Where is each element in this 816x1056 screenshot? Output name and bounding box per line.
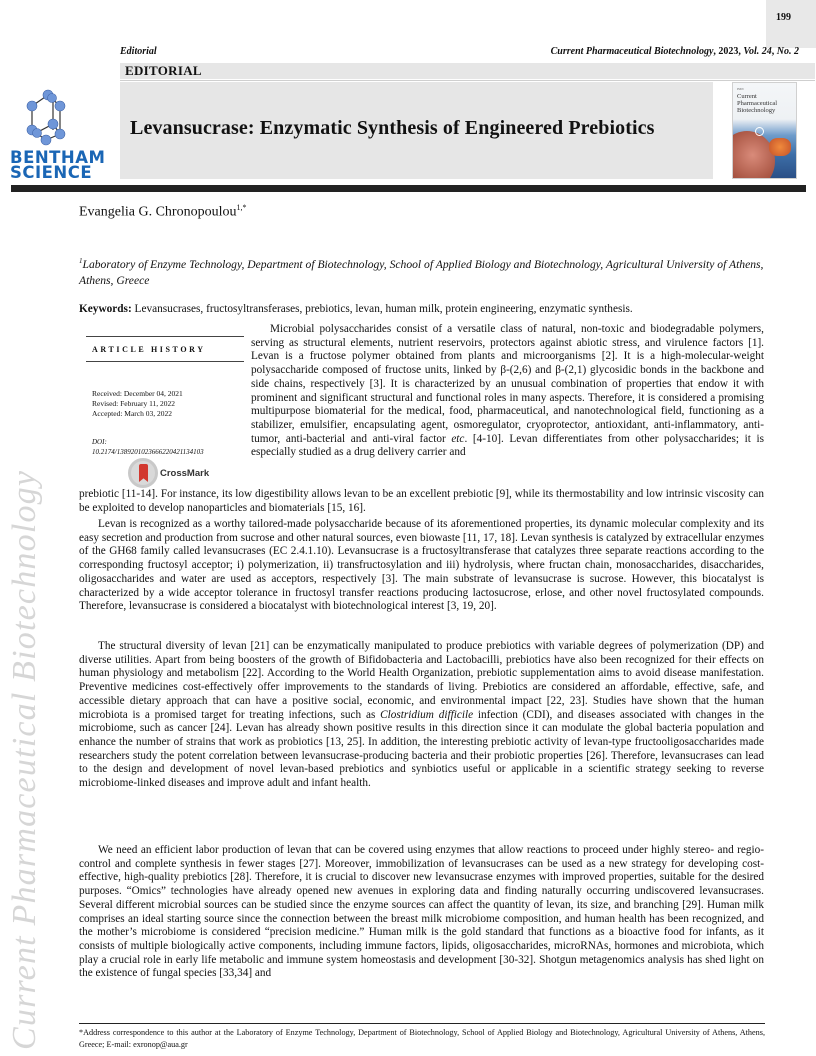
section-divider [120,80,815,81]
author [79,203,246,221]
author-affiliation-marker: 1,* [236,203,247,212]
cover-seal-icon [755,127,764,136]
paragraph-3 [79,640,764,791]
doi-block [86,437,244,457]
doi-label: DOI: [92,438,107,446]
paragraph-3-text-a: The structural diversity of levan [21] can be enzymatically manipulated to produce prebiotics with variable degrees of polymerization (DP) and diverse utilities. Apart from being boosters of the growth of Bifidobacteria and Lactobacilli, prebiotics have also been recognized for their effects on human physiology and metabolism [22]. According to the World Health Organization, prebiotic supplementation aims to avoid disease manifestation. Preventive medicines cost-effectively offer improvements to the standards of living. Prebiotics are considered an affordable, effective, safe, and accessible dietary approach that can have a positive social, economic, and environmental impact [22, 23]. Studies have shown that the human microbiota is a promised target for treating infections, such as [79,640,764,721]
logo-line-2: SCIENCE [10,163,93,182]
journal-issue: No. 2 [776,46,799,57]
cover-title: Current Pharmaceutical Biotechnology [737,93,778,114]
molecule-cube-icon [8,82,116,152]
accepted-date: Accepted: March 03, 2022 [92,409,172,418]
section-label: EDITORIAL [125,63,202,78]
paragraph-1-text-b: . [4-10]. Levan differentiates from other polysaccharides; it is especially studied as a drug delivery carrier and [251,432,764,459]
paragraph-4: We need an efficient labor production of levan that can be covered using enzymes that allow reactions to proceed under highly stereo- and regio-control and complete synthesis in fewer stages [27]. Moreover, immobilization of levansucrases can be used as a new strategy for developing cost-effective, high-quality prebiotics [28]. Therefore, it is crucial to discover new levansucrase enzymes with improved properties, suitable for the desired purposes. “Omics” technologies have already opened new avenues in exploring data and finding naturally occurring undiscovered levansucrases. Several different microbial sources can be studied since the enzyme sources can affect the quantity of levan, its size, and branching [29]. Human milk comprises an ideal starting source since the connection between the breast milk microbiome composition, and human health has been recognized, and the mother’s microbiome is considered “precision medicine.” Human milk is the gold standard that functions as a bioactive food for infants, as it consists of multiple biologically active components, including immune factors, lipids, oligosaccharides, microRNAs, hormones and microbiota, which play a crucial role in early life metabolic and immune system homeostasis and development [30-32]. Shotgun metagenomics analysis has shed light on the existence of fungal species [33,34] and [79,844,764,980]
species-name: Clostridium difficile [380,708,474,721]
keywords [79,303,633,315]
paragraph-1-etc: etc [451,432,465,445]
crossmark-button[interactable] [128,458,209,488]
running-head-section: Editorial [120,46,157,57]
affiliation-marker: 1 [79,257,83,265]
affiliation [79,253,769,289]
header-rule [11,185,806,192]
cover-protein-graphic [769,138,791,156]
history-heading: ARTICLE HISTORY [92,345,206,354]
article-history [86,336,244,479]
paragraph-1 [251,323,764,460]
revised-date: Revised: February 11, 2022 [92,399,176,408]
paragraph-1-continued: prebiotic [11-14]. For instance, its low digestibility allows levan to be an excellent prebiotic [9], while its thermostability and low intrinsic viscosity can be exploited to develop nanoparticles and biomaterials [15, 16]. [79,488,764,514]
history-dates [86,389,244,419]
footnote-rule [79,1023,765,1024]
received-date: Received: December 04, 2021 [92,389,183,398]
article-title: Levansucrase: Enzymatic Synthesis of Engineered Prebiotics [130,117,655,139]
doi-link[interactable]: 10.2174/1389201023666220421134103 [92,448,204,456]
publisher-logo-text [10,150,115,180]
page-number-box [766,0,816,48]
correspondence-footnote: *Address correspondence to this author at the Laboratory of Enzyme Technology, Department of Biotechnology, School of Applied Biology and Biotechnology, Agricultural University of Athens, Athens, Greece; E-mail: exronop@aua.gr [79,1028,765,1049]
crossmark-icon [128,458,158,488]
journal-volume: Vol. 24 [743,46,772,57]
paragraph-3-text-b: infection (CDI), and diseases associated with changes in the microbiome, such as cancer [24]. Levan has already shown positive results in this direction since it can modulate the global bacteria population and enhance the number of strains that work as probiotics [13, 25]. In addition, the interesting prebiotic activity of levan-type fructooligosaccharides made researchers study the potent correlation between levansucrase-producing bacteria and their probiotic properties [26]. Therefore, levansucrases can lead to the design and development of novel levan-based prebiotics and synbiotics useful or applicable in a scientific strategy seeking to reverse microbiome-linked diseases and improve adult and infant health. [79,708,764,790]
affiliation-text: Laboratory of Enzyme Technology, Department of Biotechnology, School of Applied Biology and Biotechnology, Agricultural University of Athens, Athens, Greece [79,257,764,287]
paragraph-2: Levan is recognized as a worthy tailored-made polysaccharide because of its aforementioned properties, its dynamic molecular complexity and its easy secretion and production from sucrose and other natural sources, even biowaste [11, 17, 18]. Levan synthesis is catalyzed by extracellular enzymes of the GH68 family called levansucrases (EC 2.4.1.10). Levansucrase is a fructosyltransferase that catalyzes three separate reactions according to the corresponding fructosyl acceptor; i) polymerization, ii) transfructosylation and iii) hydrolysis, where fructan chain, monosaccharides, disaccharides, oligosaccharides and water are used as acceptors, respectively [3]. The main substrate of levansucrase is sucrose. However, this biocatalyst is characterized by a wide acceptor tolerance in fructosyl transfer reactions producing lactosucrose, erlose, and other novel fructosylated compounds. Therefore, levansucrase is considered a biocatalyst with biotechnological interest [3, 19, 20]. [79,518,764,613]
cover-issn: ISSN [737,87,744,91]
keywords-label: Keywords: [79,303,132,315]
journal-name: Current Pharmaceutical Biotechnology [550,46,714,57]
crossmark-label: CrossMark [160,467,210,479]
page-number: 199 [776,12,791,23]
running-head-journal: Current Pharmaceutical Biotechnology, 2023, Vol. 24, No. 2 [550,46,799,57]
keywords-list: Levansucrases, fructosyltransferases, prebiotics, levan, human milk, protein engineering, enzymatic synthesis. [134,303,633,315]
journal-watermark: Current Pharmaceutical Biotechnology [6,469,43,1050]
journal-cover-image [732,82,797,179]
author-name: Evangelia G. Chronopoulou [79,204,237,220]
journal-year: 2023 [718,46,739,57]
paragraph-1-text-a: Microbial polysaccharides consist of a versatile class of natural, non-toxic and biodegradable polymers, serving as structural elements, nutrient reservoirs, protectors against abiotic stress, and virulence factors [1]. Levan is a fructose polymer obtained from plants and microorganisms [2]. It is a high-molecular-weight polysaccharide composed of fructose units, linked by β-(2,6) and β-(2,1) glycosidic bonds in the backbone and side chains, respectively [3]. It is characterized by an unusual combination of properties that endow it with prominent and significant structural and functional roles in many aspects. Therefore, it is considered a promising multipurpose biomaterial for the medical, food, pharmaceutical, and nanotechnological field, functioning as a stabilizer, emulsifier, encapsulating agent, osmoregulator, cryoprotector, antioxidant, anti-inflammatory, anti-tumor, anti-bacterial and anti-viral factor [251,323,764,445]
logo-line-1: BENTHAM [10,148,106,167]
cover-tissue-graphic [732,131,775,179]
history-bottom-rule [86,361,244,362]
section-bar [120,63,815,79]
